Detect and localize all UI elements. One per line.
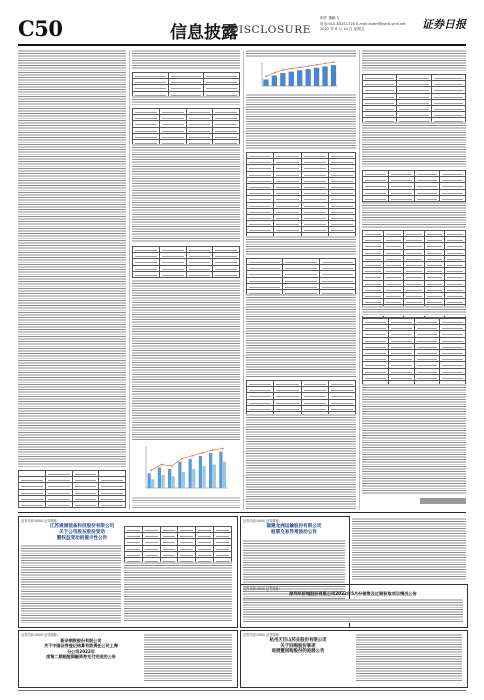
- data-table: [246, 152, 356, 246]
- announcement-body: [124, 562, 232, 622]
- chart-bar: [314, 68, 319, 86]
- chart-bar: [148, 473, 151, 488]
- data-table: [362, 74, 466, 125]
- section-title-english: DISCLOSURE: [230, 24, 311, 36]
- column-rule: [129, 50, 130, 510]
- data-table: [132, 72, 240, 98]
- data-table: [124, 526, 232, 564]
- body-text-col4d: [362, 306, 466, 316]
- trend-point: [308, 65, 310, 67]
- body-text-col1: [18, 50, 126, 468]
- data-table: [246, 258, 356, 296]
- chart-bar: [151, 479, 154, 488]
- body-text-col3d: [246, 294, 356, 378]
- announcement-body: [21, 545, 121, 623]
- trend-point: [160, 464, 162, 466]
- body-text-col4e: [362, 384, 466, 494]
- announcement-code: 证券代码:0000 证券简称:: [21, 633, 58, 637]
- announcement-body: [356, 634, 462, 682]
- body-text-col2d: [132, 280, 240, 440]
- chart-bar: [168, 469, 171, 488]
- data-table: [246, 380, 356, 418]
- column-rule: [359, 50, 360, 510]
- chart-bar: [331, 65, 336, 86]
- body-text-col3c: [246, 236, 356, 256]
- data-table: [362, 170, 466, 202]
- announcement-title: 杭州天目山药业股份有限公司 关于回购股份事项 进展暨回购股份的进展公告: [269, 638, 327, 655]
- body-text-col2a: [132, 50, 240, 70]
- section-divider: [18, 512, 466, 513]
- masthead-date: 2022 年 6 月 10 日 星期五: [320, 27, 365, 32]
- announcement-title: 深圳华侨城股份有限公司2022年5月份销售及近期获取项目情况公告: [289, 591, 417, 596]
- page-number: C50: [18, 16, 63, 41]
- data-table: [362, 318, 466, 393]
- chart-caption: [132, 497, 240, 509]
- body-text-col4c: [362, 202, 466, 228]
- trend-point: [274, 72, 276, 74]
- announcement-code: 证券代码:0000 证券简称:: [21, 519, 58, 523]
- masthead-contact: 电话:010-83251716 E-mail:zqrb9@zqrb.sina.net: [320, 21, 406, 26]
- data-table: [362, 230, 466, 318]
- chart-bar: [189, 459, 192, 488]
- trend-point: [333, 61, 335, 63]
- announcement-title: 新余钢铁股份有限公司 关于中国证券登记结算有限责任公司上海 分公司2022年 度第二期超短期融资券兑付完成的公告: [44, 638, 118, 660]
- page-footer-rule: [18, 690, 466, 691]
- masthead-editor: 制作 董鹏飞: [320, 16, 340, 20]
- chart-bar: [209, 453, 212, 488]
- chart-bar: [199, 456, 202, 488]
- data-table: [132, 108, 240, 146]
- body-text-col3e: [246, 414, 356, 510]
- trend-point: [201, 452, 203, 454]
- trend-point: [171, 465, 173, 467]
- announcement-title: 江苏通润装备科技股份有限公司 关于公司股东股份变动 暨权益变动的提示性公告: [49, 524, 115, 541]
- data-table: [132, 246, 240, 278]
- announcement-body: [144, 634, 232, 682]
- trend-point: [291, 68, 293, 70]
- body-text-col3a: [246, 50, 356, 58]
- trend-point: [222, 448, 224, 450]
- body-text-col2c: [132, 144, 240, 242]
- chart-bar: [172, 476, 175, 488]
- chart-bar: [202, 466, 205, 488]
- bar-chart-upper: [256, 58, 342, 92]
- trend-point: [150, 469, 152, 471]
- body-text-col4b: [362, 122, 466, 168]
- trend-point: [265, 76, 267, 78]
- announcement-title: 福建龙洲运输股份有限公司 股票交易异常波动公告: [266, 524, 322, 535]
- masthead: [18, 14, 466, 44]
- newspaper-logo: 证券日报: [422, 18, 466, 31]
- announcement-code: 证券代码:0000 证券简称:: [243, 633, 280, 637]
- trend-point: [282, 69, 284, 71]
- announcement-code: 证券代码:0000 证券简称:: [243, 587, 280, 591]
- trend-point: [324, 63, 326, 65]
- data-table: [18, 470, 126, 508]
- chart-bar: [223, 462, 226, 488]
- announcement-body: [352, 518, 466, 580]
- chart-bar: [280, 73, 285, 86]
- column-rule: [243, 50, 244, 510]
- announcement-code: 证券代码:0000 证券简称:: [243, 519, 280, 523]
- trend-point: [316, 64, 318, 66]
- masthead-rule: [18, 44, 466, 46]
- bar-chart-lower: [140, 442, 232, 494]
- chart-bar: [158, 468, 161, 488]
- chart-bar: [161, 475, 164, 488]
- chart-bar: [182, 472, 185, 488]
- section-title: 信息披露: [170, 23, 238, 43]
- chart-bar: [289, 72, 294, 86]
- chart-bar: [219, 451, 222, 488]
- chart-bar: [297, 70, 302, 86]
- body-text-col3b: [246, 94, 356, 150]
- trend-point: [212, 449, 214, 451]
- chart-bar: [272, 76, 277, 86]
- chart-bar: [192, 469, 195, 488]
- trend-point: [299, 66, 301, 68]
- trend-point: [181, 458, 183, 460]
- chart-bar: [305, 69, 310, 86]
- chart-bar: [263, 79, 268, 86]
- announcement-body: [243, 599, 463, 623]
- body-text-col4a: [362, 50, 466, 72]
- trend-point: [191, 455, 193, 457]
- chart-bar: [178, 462, 181, 488]
- chart-bar: [322, 66, 327, 86]
- signature-line: [420, 498, 466, 504]
- body-text-col2b: [132, 96, 240, 106]
- chart-bar: [213, 465, 216, 488]
